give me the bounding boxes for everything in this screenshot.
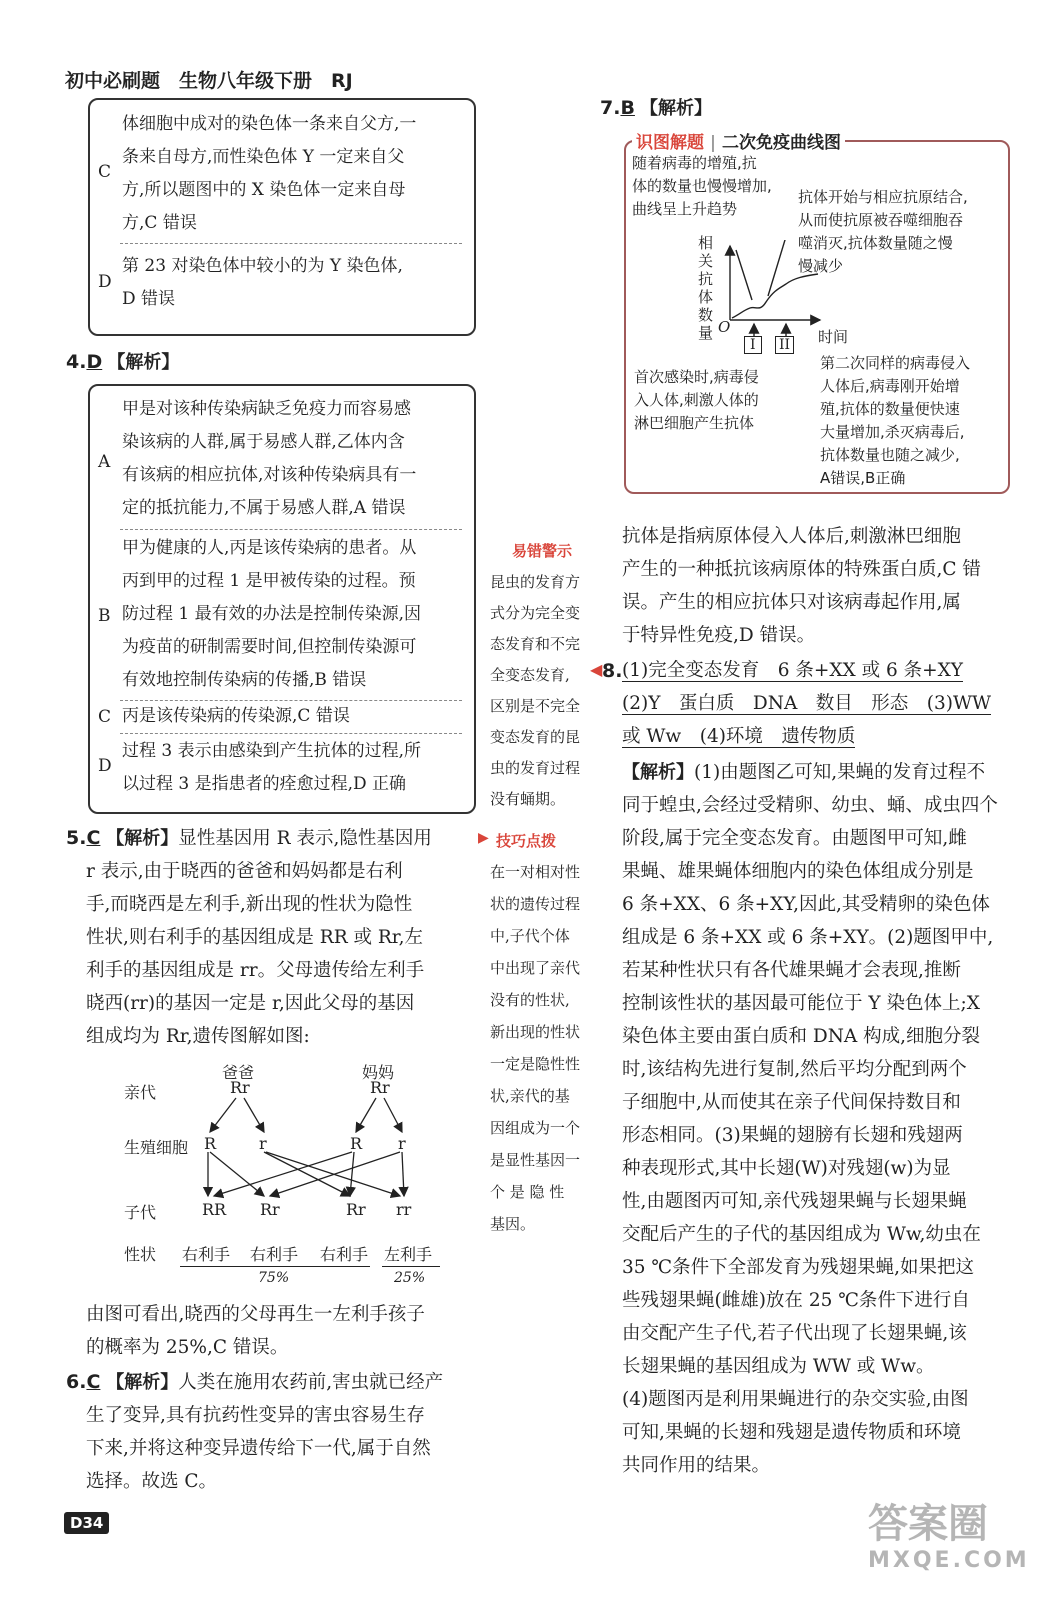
- gamete: r: [398, 1134, 406, 1153]
- text-line: 没有的性状,: [490, 991, 570, 1009]
- text-line: 从而使抗原被吞噬细胞吞: [798, 211, 964, 229]
- text-line: 为疫苗的研制需要时间,但控制传染源可: [122, 637, 417, 657]
- question-number: 8.: [602, 660, 623, 682]
- offspring-genotype: Rr: [346, 1200, 366, 1219]
- text-line: 有效地控制传染病的传播,B 错误: [122, 670, 367, 690]
- text-line: (1)完全变态发育 6 条+XX 或 6 条+XY: [622, 660, 963, 681]
- text-line: 抗体开始与相应抗原结合,: [798, 188, 968, 206]
- text-line: 人体后,病毒刚开始增: [820, 377, 960, 395]
- analysis-tag: 【解析】: [106, 828, 179, 849]
- text-line: 子细胞中,从而使其在亲子代间保持数目和: [622, 1092, 961, 1113]
- q7-text: [622, 520, 1014, 652]
- text-line: 性状,则右利手的基因组成是 RR 或 Rr,左: [86, 927, 424, 948]
- marker-first-infection: I: [744, 336, 762, 354]
- dad-genotype: Rr: [230, 1078, 250, 1097]
- q4-option-key-a: A: [98, 452, 111, 472]
- text-line: 于特异性免疫,D 错误。: [622, 625, 816, 646]
- trait-label: 右利手: [250, 1245, 299, 1264]
- trait-label: 右利手: [182, 1245, 231, 1264]
- text-line: 殖,抗体的数量便快速: [820, 400, 960, 418]
- text-line: 选择。故选 C。: [86, 1471, 218, 1492]
- text-line: 是显性基因一: [490, 1151, 581, 1169]
- text-line: 全变态发育,: [490, 666, 570, 684]
- side-note-text: [490, 567, 594, 815]
- answer-letter: C: [86, 827, 101, 849]
- text-line: (4)题图丙是利用果蝇进行的杂交实验,由图: [622, 1389, 969, 1410]
- text-line: 些残翅果蝇(雌雄)放在 25 ℃条件下进行自: [622, 1290, 970, 1311]
- text-line: 丙到甲的过程 1 是甲被传染的过程。预: [122, 571, 416, 591]
- q8-answers: [622, 654, 1014, 753]
- text-line: 交配后产生的子代的基因组成为 Ww,幼虫在: [622, 1224, 981, 1245]
- mom-genotype: Rr: [370, 1078, 390, 1097]
- question-number: 6.: [66, 1371, 87, 1393]
- gamete: R: [350, 1134, 363, 1153]
- text-line: r 表示,由于晓西的爸爸和妈妈都是右利: [86, 861, 403, 882]
- text-line: 甲是对该种传染病缺乏免疫力而容易感: [122, 399, 411, 419]
- marker-second-infection: II: [775, 336, 794, 354]
- text-line: 组成是 6 条+XX 或 6 条+XY。(2)题图甲中,: [622, 927, 994, 948]
- immune-curve-chart: [720, 240, 830, 380]
- text-line: 式分为完全变: [490, 604, 581, 622]
- gamete: r: [259, 1134, 267, 1153]
- answer-letter: D: [86, 351, 103, 373]
- text-line: 35 ℃条件下全部发育为残翅果蝇,如果把这: [622, 1257, 974, 1278]
- text-line: 时,该结构先进行复制,然后平均分配到两个: [622, 1059, 967, 1080]
- text-line: 误。产生的相应抗体只对该病毒起作用,属: [622, 592, 961, 613]
- text-line: 利手的基因组成是 rr。父母遗传给左利手: [86, 960, 425, 981]
- text-line: 因组成为一个: [490, 1119, 581, 1137]
- question-number: 7.: [600, 97, 621, 119]
- text-line: 随着病毒的增殖,抗: [632, 154, 757, 172]
- row-label-offspring: 子代: [124, 1203, 157, 1222]
- text-line: 中,子代个体: [490, 927, 570, 945]
- text-line: 个 是 隐 性: [490, 1183, 565, 1201]
- text-line: 过程 3 表示由感染到产生抗体的过程,所: [122, 741, 422, 761]
- row-label-parents: 亲代: [124, 1083, 157, 1102]
- question-number: 4.: [66, 351, 87, 373]
- text-line: 中出现了亲代: [490, 959, 581, 977]
- text-line: 形态相同。(3)果蝇的翅膀有长翅和残翅两: [622, 1125, 963, 1146]
- answer-line: [622, 720, 1014, 753]
- text-line: 大量增加,杀灭病毒后,: [820, 423, 965, 441]
- side-note-title: 技巧点拨: [496, 832, 557, 850]
- analysis-tag: 【解析】: [107, 352, 180, 373]
- text-line: 一定是隐性性: [490, 1055, 581, 1073]
- text-line: 控制该性状的基因最可能位于 Y 染色体上;X: [622, 993, 980, 1014]
- note-bottom-left: [634, 366, 804, 435]
- trait-label: 右利手: [320, 1245, 369, 1264]
- text-line: 组成均为 Rr,遗传图解如图:: [86, 1026, 310, 1047]
- genetics-arrows: [0, 0, 480, 1230]
- text-line: 由图可看出,晓西的父母再生一左利手孩子: [86, 1304, 425, 1325]
- trait-bracket-line: [382, 1266, 440, 1267]
- x-axis-label: 时间: [818, 328, 849, 346]
- note-top-left: [632, 152, 802, 221]
- text-line: 或 Ww (4)环境 遗传物质: [622, 726, 856, 747]
- text-line: 有该病的相应抗体,对该种传染病具有一: [122, 465, 417, 485]
- note-bottom-right: [820, 352, 1004, 490]
- text-line: 下来,并将这种变异遗传给下一代,属于自然: [86, 1438, 431, 1459]
- mom-label: 妈妈: [362, 1063, 395, 1082]
- text-line: 种表现形式,其中长翅(W)对残翅(w)为显: [622, 1158, 951, 1179]
- text-line: 共同作用的结果。: [622, 1455, 771, 1476]
- text-line: 方,C 错误: [122, 213, 197, 233]
- watermark-main: 答案圈: [868, 1501, 988, 1547]
- answer-letter: B: [620, 97, 635, 119]
- text-line: 防过程 1 最有效的办法是控制传染源,因: [122, 604, 422, 624]
- text-line: 体的数量也慢慢增加,: [632, 177, 772, 195]
- trait-label: 左利手: [384, 1245, 433, 1264]
- text-line: 噬消灭,抗体数量随之慢: [798, 234, 953, 252]
- q7-heading: [600, 94, 712, 120]
- text-line: 条来自母方,而性染色体 Y 一定来自父: [122, 147, 405, 167]
- text-line: 染色体主要由蛋白质和 DNA 构成,细胞分裂: [622, 1026, 981, 1047]
- text-line: 变态发育的昆: [490, 728, 581, 746]
- diagram-title-black: 二次免疫曲线图: [722, 133, 842, 153]
- text-line: 昆虫的发育方: [490, 573, 581, 591]
- watermark-sub: MXQE.COM: [868, 1548, 1030, 1573]
- analysis-tag: 【解析】: [622, 762, 694, 783]
- q8-first-line: [622, 756, 1014, 789]
- text-line: 染该病的人群,属于易感人群,乙体内含: [122, 432, 405, 452]
- row-label-gametes: 生殖细胞: [124, 1138, 189, 1157]
- text-line: 阶段,属于完全变态发育。由题图甲可知,雌: [622, 828, 967, 849]
- text-line: 显性基因用 R 表示,隐性基因用: [178, 828, 432, 849]
- text-line: 区别是不完全: [490, 697, 581, 715]
- page-header: 初中必刷题 生物八年级下册 RJ: [65, 70, 353, 92]
- text-line: 体细胞中成对的染色体一条来自父方,一: [122, 114, 417, 134]
- text-line: 果蝇、雄果蝇体细胞内的染色体组成分别是: [622, 861, 974, 882]
- offspring-genotype: rr: [396, 1200, 412, 1219]
- analysis-tag: 【解析】: [106, 1372, 179, 1393]
- offspring-genotype: Rr: [260, 1200, 280, 1219]
- text-line: 甲为健康的人,丙是该传染病的患者。从: [122, 538, 417, 558]
- text-line: 的概率为 25%,C 错误。: [86, 1337, 289, 1358]
- text-line: 定的抵抗能力,不属于易感人群,A 错误: [122, 498, 406, 518]
- text-line: 生了变异,具有抗药性变异的害虫容易生存: [86, 1405, 425, 1426]
- text-line: D 错误: [122, 289, 176, 309]
- percentage-left-handed: 25%: [394, 1270, 426, 1286]
- answer-line: [622, 687, 1014, 720]
- watermark: [868, 1500, 1030, 1573]
- pointer-arrow-icon: ◀: [590, 660, 603, 679]
- pointer-arrow-icon: ▶: [478, 830, 489, 846]
- text-line: 入人体,刺激人体的: [634, 391, 759, 409]
- q8-analysis: [622, 756, 1014, 1482]
- text-line: 没有蛹期。: [490, 790, 566, 808]
- text-line: 手,而晓西是左利手,新出现的性状为隐性: [86, 894, 413, 915]
- text-line: 方,所以题图中的 X 染色体一定来自母: [122, 180, 406, 200]
- answer-letter: C: [86, 1371, 101, 1393]
- q6-first-line: [66, 1366, 478, 1399]
- text-line: 基因。: [490, 1215, 536, 1233]
- text-line: 抗体数量也随之减少,: [820, 446, 960, 464]
- text-line: 曲线呈上升趋势: [632, 200, 738, 218]
- text-line: 由交配产生子代,若子代出现了长翅果蝇,该: [622, 1323, 967, 1344]
- text-line: 人类在施用农药前,害虫就已经产: [178, 1372, 444, 1393]
- text-line: 状的遗传过程: [490, 895, 581, 913]
- q6-text: [66, 1366, 478, 1498]
- text-line: 若某种性状只有各代雄果蝇才会表现,推断: [622, 960, 961, 981]
- question-number: 5.: [66, 827, 87, 849]
- text-line: (1)由题图乙可知,果蝇的发育过程不: [694, 762, 986, 783]
- text-line: (2)Y 蛋白质 DNA 数目 形态 (3)WW: [622, 693, 992, 714]
- text-line: 可知,果蝇的长翅和残翅是遗传物质和环境: [622, 1422, 961, 1443]
- y-axis-label: 相关抗体数量: [698, 234, 714, 342]
- q5-conclusion: [86, 1298, 486, 1364]
- answer-line: [622, 654, 1014, 687]
- row-label-traits: 性状: [124, 1245, 157, 1264]
- side-note-title: 易错警示: [512, 542, 573, 560]
- text-line: 第二次同样的病毒侵入: [820, 354, 971, 372]
- offspring-genotype: RR: [202, 1200, 227, 1219]
- diagram-title: 识图解题 | 二次免疫曲线图: [632, 128, 845, 153]
- text-line: 性,由题图丙可知,亲代残翅果蝇与长翅果蝇: [622, 1191, 967, 1212]
- q3-option-key-d: D: [98, 272, 112, 292]
- text-line: 同于蝗虫,会经过受精卵、幼虫、蛹、成虫四个: [622, 795, 998, 816]
- q4-option-key-b: B: [98, 606, 111, 626]
- text-line: 在一对相对性: [490, 863, 581, 881]
- text-line: 淋巴细胞产生抗体: [634, 414, 755, 432]
- text-line: A错误,B正确: [820, 469, 906, 487]
- page-number: D34: [64, 1512, 109, 1534]
- text-line: 第 23 对染色体中较小的为 Y 染色体,: [122, 256, 403, 276]
- text-line: 状,亲代的基: [490, 1087, 570, 1105]
- dad-label: 爸爸: [222, 1063, 255, 1082]
- gamete: R: [204, 1134, 217, 1153]
- text-line: 慢减少: [798, 257, 844, 275]
- text-line: 首次感染时,病毒侵: [634, 368, 759, 386]
- q4-option-key-c: C: [98, 707, 112, 727]
- text-line: 虫的发育过程: [490, 759, 581, 777]
- text-line: 态发育和不完: [490, 635, 581, 653]
- analysis-tag: 【解析】: [640, 98, 713, 119]
- text-line: 抗体是指病原体侵入人体后,刺激淋巴细胞: [622, 526, 961, 547]
- text-line: 6 条+XX、6 条+XY,因此,其受精卵的染色体: [622, 894, 990, 915]
- diagram-title-red: 识图解题: [636, 133, 704, 153]
- text-line: 以过程 3 是指患者的痊愈过程,D 正确: [122, 774, 407, 794]
- origin-label: O: [718, 318, 731, 336]
- text-line: 晓西(rr)的基因一定是 r,因此父母的基因: [86, 993, 415, 1014]
- side-note-text: [490, 856, 594, 1240]
- percentage-right-handed: 75%: [258, 1270, 290, 1286]
- q4-option-key-d: D: [98, 756, 112, 776]
- text-line: 产生的一种抵抗该病原体的特殊蛋白质,C 错: [622, 559, 981, 580]
- text-line: 丙是该传染病的传染源,C 错误: [122, 706, 350, 726]
- trait-bracket-line: [180, 1266, 370, 1267]
- text-line: 新出现的性状: [490, 1023, 581, 1041]
- q3-option-key-c: C: [98, 162, 112, 182]
- text-line: 长翅果蝇的基因组成为 WW 或 Ww。: [622, 1356, 935, 1377]
